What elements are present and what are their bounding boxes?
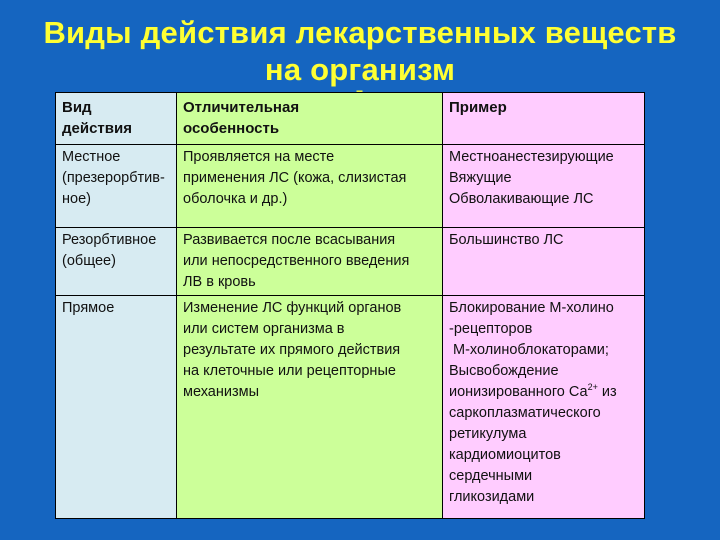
- cell-line: или систем организма в: [183, 321, 345, 337]
- cell-line: Изменение ЛС функций органов: [183, 300, 402, 316]
- title-line-1: Виды действия лекарственных веществ: [43, 15, 677, 50]
- header-feature: [177, 93, 443, 145]
- cell-type: [56, 296, 177, 519]
- cell-feature: [177, 228, 443, 296]
- cell-line: Большинство ЛС: [449, 232, 564, 248]
- cell-line: Высвобождение: [449, 363, 559, 379]
- drug-action-table: [55, 92, 645, 519]
- cell-line: результате их прямого действия: [183, 342, 401, 358]
- cell-line: Обволакивающие ЛС: [449, 191, 594, 207]
- cell-example: [443, 228, 645, 296]
- cell-line: -рецепторов: [449, 321, 533, 337]
- header-feature-line: Отличительная: [183, 99, 300, 116]
- cell-line-ion: [449, 382, 640, 403]
- cell-line: механизмы: [183, 384, 260, 400]
- cell-line: Местноанестезирующие: [449, 149, 614, 165]
- cell-line: или непосредственного введения: [183, 253, 410, 269]
- cell-line: Прямое: [62, 300, 115, 316]
- cell-example: [443, 296, 645, 519]
- cell-example: [443, 145, 645, 228]
- cell-line: ретикулума: [449, 426, 527, 442]
- cell-line: Развивается после всасывания: [183, 232, 396, 248]
- cell-line: (общее): [62, 253, 116, 269]
- cell-line: сердечными: [449, 468, 533, 484]
- ion-text: ионизированного Са: [449, 384, 588, 400]
- table-row: [56, 228, 645, 296]
- cell-line: Проявляется на месте: [183, 149, 335, 165]
- cell-line: Резорбтивное: [62, 232, 157, 248]
- header-type-line: Вид: [62, 99, 92, 116]
- cell-type: [56, 228, 177, 296]
- table-row: [56, 145, 645, 228]
- header-example-line: Пример: [449, 99, 507, 116]
- cell-feature: [177, 296, 443, 519]
- cell-line: на клеточные или рецепторные: [183, 363, 396, 379]
- cell-line: М-холиноблокаторами;: [449, 342, 609, 358]
- cell-line: ЛВ в кровь: [183, 274, 256, 290]
- ion-charge: 2+: [587, 382, 598, 393]
- slide-title: [0, 14, 720, 88]
- cell-feature: [177, 145, 443, 228]
- table-header-row: [56, 93, 645, 145]
- cell-line: Вяжущие: [449, 170, 512, 186]
- cell-line: гликозидами: [449, 489, 535, 505]
- cell-line: Местное: [62, 149, 121, 165]
- ion-text-tail: из: [597, 384, 617, 400]
- cell-line: Блокирование М-холино: [449, 300, 614, 316]
- cell-line: кардиомиоцитов: [449, 447, 561, 463]
- cell-line: оболочка и др.): [183, 191, 288, 207]
- header-feature-line: особенность: [183, 120, 280, 137]
- title-line-2: на организм: [264, 52, 456, 87]
- cell-line: применения ЛС (кожа, слизистая: [183, 170, 407, 186]
- table-row: [56, 296, 645, 519]
- cell-line: (презерорбтив-: [62, 170, 165, 186]
- cell-line: саркоплазматического: [449, 405, 601, 421]
- cell-type: [56, 145, 177, 228]
- header-example: [443, 93, 645, 145]
- header-type-line: действия: [62, 120, 132, 137]
- cell-line: ное): [62, 191, 91, 207]
- header-type: [56, 93, 177, 145]
